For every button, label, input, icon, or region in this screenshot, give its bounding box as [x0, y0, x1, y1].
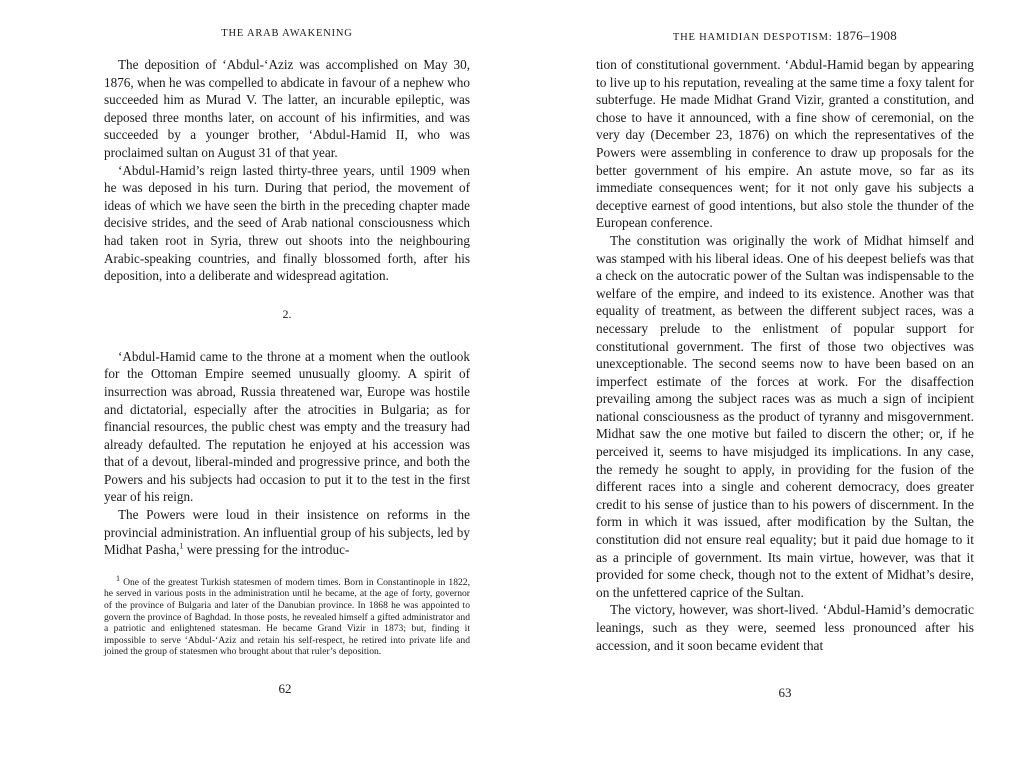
left-paragraph-1: The deposition of ‘Abdul-‘Aziz was accomplished on May 30, 1876, when he was compelled to abdicate in favour of a nephew who succeeded him as Murad V. The latter, an incurable epileptic, was deposed three months later, on account of his infirmities, and was succeeded by a younger brother, ‘Abdul-Hamid II, who was proclaimed sultan on August 31 of that year.: [104, 57, 470, 160]
footnote-reference: 1: [179, 541, 184, 551]
right-paragraph-1: tion of constitutional government. ‘Abdul-Hamid began by appearing to live up to his reputation, revealing at the same time a foxy talent for subterfuge. He made Midhat Grand Vizir, granted a constitution, and chose to have it announced, with a fine show of ceremonial, on the very day (December 23, 1876) on which the representatives of the Powers were assembling in conference to draw up proposals for the better government of his empire. An astute move, so far as its immediate consequences went; for it not only gave his subjects a deceptive earnest of good intentions, but also stole the thunder of the European conference.: [596, 57, 974, 231]
left-page-number: 62: [278, 681, 292, 696]
section-number: 2.: [282, 306, 292, 321]
right-page: [596, 28, 974, 654]
footnote-text: One of the greatest Turkish statesmen of modern times. Born in Constantinople in 1822, he served in various posts in the administration until he became, at the age of forty, governor of the province of Bulgaria and later of the Danubian province. In 1868 he was appointed to govern the province of Baghdad. In those posts, he revealed himself a gifted administrator and a patriotic and enlightened statesman. He became Grand Vizir in 1873; but, finding it impossible to serve ‘Abdul-‘Aziz and retain his self-respect, he retired into private life and joined the group of statesmen who brought about that ruler’s deposition.: [104, 576, 470, 658]
left-page: [104, 28, 470, 658]
right-paragraph-2: The constitution was originally the work of Midhat himself and was stamped with his liberal ideas. One of his deepest beliefs was that a check on the autocratic power of the Sultan was indispensable to the welfare of the empire, and indeed to its existence. Another was that equality of treatment, as between the different subject races, was a necessary prelude to the enlistment of popular support for constitutional government. The first of those two objectives was unexceptionable. The second seems now to have been based on an imperfect estimate of the forces at work. For the disaffection prevailing among the subject races was as much a sign of incipient national consciousness as the product of tyranny and misgovernment. Midhat saw the one motive but failed to discern the other; or, if he perceived it, seems to have misjudged its implications. In any case, the remedy he sought to apply, in providing for the fusion of the different races into a single and coherent democracy, does greater credit to his sense of justice than to his powers of discernment. In the form in which it was issued, after modification by the Sultan, the constitution did not ensure real equality; but it paid due homage to it as a principle of government. Its main virtue, however, was that it provided for some check, though not to the extent of Midhat’s desire, on the unfettered caprice of the Sultan.: [596, 232, 974, 600]
left-running-head: THE ARAB AWAKENING: [221, 28, 353, 39]
right-paragraph-3: The victory, however, was short-lived. ‘Abdul-Hamid’s democratic leanings, such as they were, seemed less pronounced after his accession, and it soon became evident that: [596, 602, 974, 653]
right-running-head: [596, 28, 974, 44]
left-paragraph-4-tail: were pressing for the introduc-: [183, 542, 350, 558]
footnote: [104, 573, 470, 658]
left-paragraph-4: [104, 506, 470, 559]
right-running-head-title: THE HAMIDIAN DESPOTISM:: [672, 32, 833, 43]
left-paragraph-2: ‘Abdul-Hamid’s reign lasted thirty-three years, until 1909 when he was deposed in his turn. During that period, the movement of ideas of which we have seen the birth in the preceding chapter made decisive strides, and the seed of Arab national consciousness which had taken root in Syria, threw out shoots into the neighbouring Arabic-speaking countries, and finally blossomed forth, after his deposition, into a deliberate and widespread agitation.: [104, 162, 470, 284]
left-paragraph-4-text: The Powers were loud in their insistence on reforms in the provincial administration. An influential group of his subjects, led by Midhat Pasha,: [104, 507, 470, 558]
left-paragraph-3: ‘Abdul-Hamid came to the throne at a moment when the outlook for the Ottoman Empire seemed unusually gloomy. A spirit of insurrection was abroad, Russia threatened war, Europe was hostile and dictatorial, especially after the atrocities in Bulgaria; as for financial resources, the public chest was empty and the treasury had already defaulted. The reputation he enjoyed at his accession was that of a devout, liberal-minded and progressive prince, and both the Powers and his subjects had occasion to put it to the test in the first year of his reign.: [104, 348, 470, 505]
right-page-number: 63: [778, 685, 792, 700]
right-running-head-years: 1876–1908: [835, 28, 898, 43]
footnote-marker: 1: [116, 573, 120, 583]
